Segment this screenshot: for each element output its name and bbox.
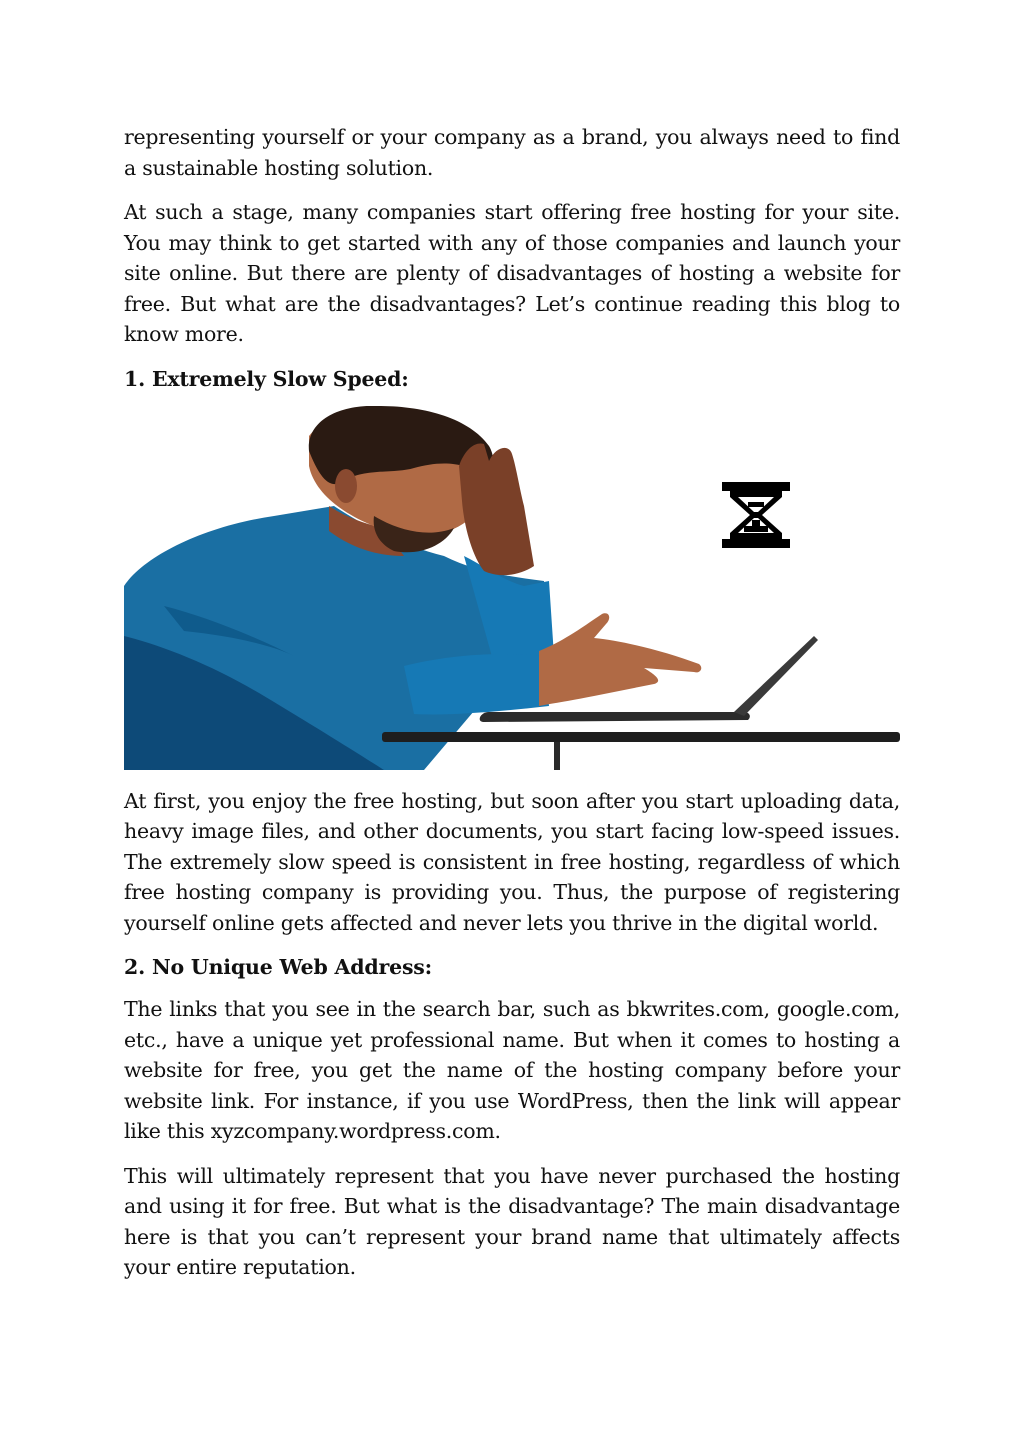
frustrated-man-illustration	[124, 406, 900, 770]
desk-leg-shape	[554, 742, 560, 770]
heading-no-unique-address: 2. No Unique Web Address:	[124, 955, 433, 979]
paragraph-intro-continued: representing yourself or your company as a brand, you always need to find a sustainable hosting solution.	[124, 125, 900, 180]
paragraph-slow-speed: At first, you enjoy the free hosting, but soon after you start uploading data, heavy image files, and other documents, you start facing low-speed issues. The extremely slow speed is consistent in free hosting, regardless of which free hosting company is providing you. Thus, the purpose of registering yourself online gets affected and never lets you thrive in the digital world.	[124, 788, 900, 935]
laptop-screen-shape	[734, 636, 818, 716]
document-page	[124, 122, 900, 1297]
outstretched-hand-shape	[539, 613, 701, 706]
forearm-sleeve-shape	[404, 654, 549, 714]
paragraph-unique-address-1: The links that you see in the search bar, such as bkwrites.com, google.com, etc., have a unique yet professional name. But when it comes to hosting a website for free, you get the name of the hosting company before your website link. For instance, if you use WordPress, then the link will appear like this xyzcompany.wordpress.com.	[124, 997, 900, 1143]
laptop-base-shape	[480, 712, 750, 722]
heading-slow-speed: 1. Extremely Slow Speed:	[124, 366, 409, 391]
illustration-svg	[124, 406, 900, 770]
desk-top-shape	[382, 732, 900, 742]
ear-shape	[335, 469, 357, 503]
paragraph-intro-second: At such a stage, many companies start offering free hosting for your site. You may think to get started with any of those companies and launch your site online. But there are plenty of disadvantages of hosting a website for free. But what are the disadvantages? Let’s continue reading this blog to know more.	[124, 200, 900, 346]
hourglass-icon	[722, 482, 790, 548]
hand-on-head-shape	[459, 443, 534, 575]
paragraph-unique-address-2: This will ultimately represent that you have never purchased the hosting and using it for free. But what is the disadvantage? The main disadvantage here is that you can’t represent your brand name that ultimately affects your entire reputation.	[124, 1163, 900, 1279]
